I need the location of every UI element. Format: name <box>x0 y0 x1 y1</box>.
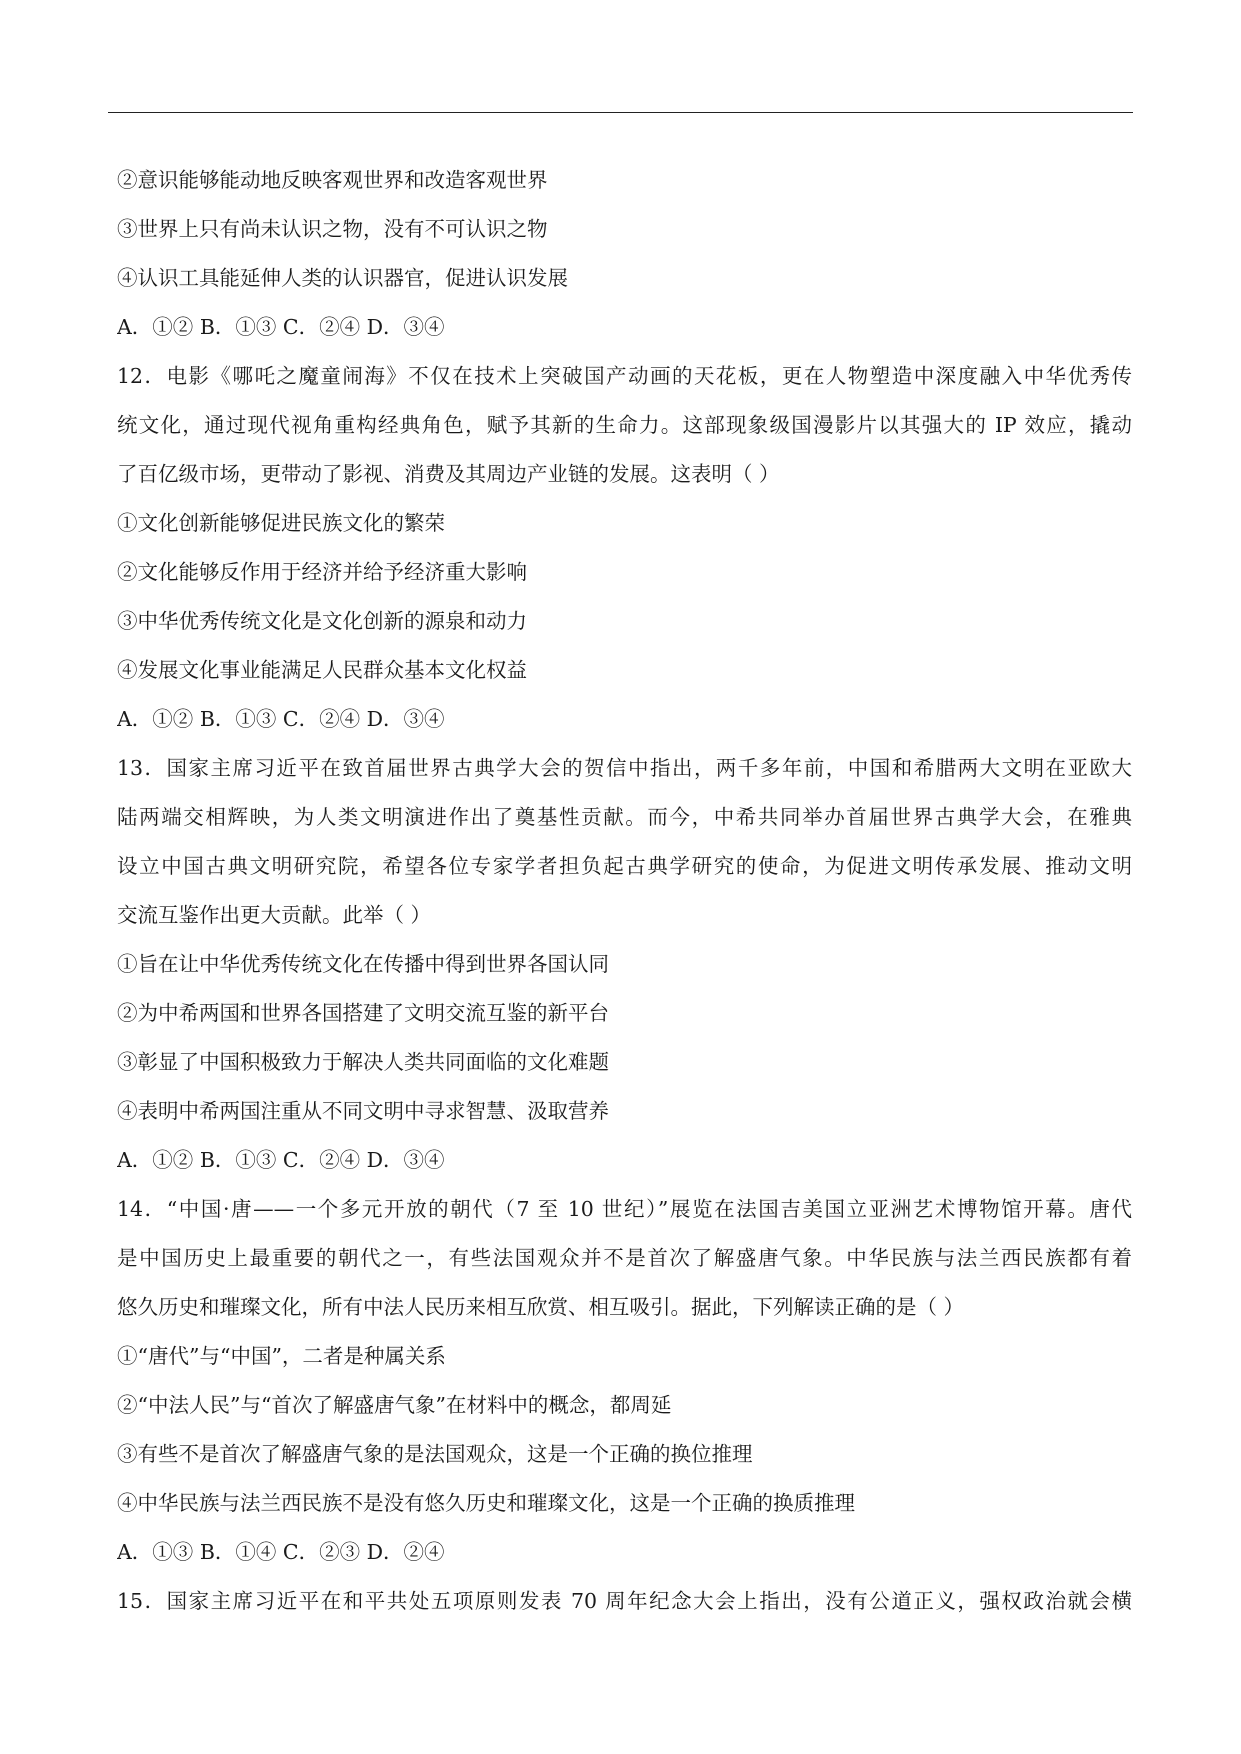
text-line: ②“中法人民”与“首次了解盛唐气象”在材料中的概念，都周延 <box>117 1393 672 1417</box>
header-rule <box>108 112 1133 113</box>
text-line: ②为中希两国和世界各国搭建了文明交流互鉴的新平台 <box>117 1001 609 1025</box>
text-line: ③中华优秀传统文化是文化创新的源泉和动力 <box>117 609 527 633</box>
text-line: 陆两端交相辉映，为人类文明演进作出了奠基性贡献。而今，中希共同举办首届世界古典学大会，在雅典 <box>117 805 1132 829</box>
text-line: 设立中国古典文明研究院，希望各位专家学者担负起古典学研究的使命，为促进文明传承发展、推动文明 <box>117 854 1132 878</box>
text-line: ①“唐代”与“中国”，二者是种属关系 <box>117 1344 446 1368</box>
document-body <box>117 156 1132 1626</box>
text-line: 14．“中国·唐——一个多元开放的朝代（7 至 10 世纪）”展览在法国吉美国立亚洲艺术博物馆开幕。唐代 <box>117 1197 1132 1221</box>
text-line: 了百亿级市场，更带动了影视、消费及其周边产业链的发展。这表明（ ） <box>117 462 780 486</box>
text-line: ④表明中希两国注重从不同文明中寻求智慧、汲取营养 <box>117 1099 609 1123</box>
text-line: 悠久历史和璀璨文化，所有中法人民历来相互欣赏、相互吸引。据此，下列解读正确的是（ ） <box>117 1295 965 1319</box>
text-line: 统文化，通过现代视角重构经典角色，赋予其新的生命力。这部现象级国漫影片以其强大的 IP 效应，撬动 <box>117 413 1132 437</box>
text-line: 13．国家主席习近平在致首届世界古典学大会的贺信中指出，两千多年前，中国和希腊两大文明在亚欧大 <box>117 756 1132 780</box>
text-line: A．①② B．①③ C．②④ D．③④ <box>117 315 445 339</box>
text-line: A．①② B．①③ C．②④ D．③④ <box>117 707 445 731</box>
text-line: ③彰显了中国积极致力于解决人类共同面临的文化难题 <box>117 1050 609 1074</box>
text-line: 12．电影《哪吒之魔童闹海》不仅在技术上突破国产动画的天花板，更在人物塑造中深度融入中华优秀传 <box>117 364 1132 388</box>
text-line: ③世界上只有尚未认识之物，没有不可认识之物 <box>117 217 548 241</box>
text-line: ①文化创新能够促进民族文化的繁荣 <box>117 511 445 535</box>
text-line: ④中华民族与法兰西民族不是没有悠久历史和璀璨文化，这是一个正确的换质推理 <box>117 1491 855 1515</box>
text-line: A．①③ B．①④ C．②③ D．②④ <box>117 1540 445 1564</box>
text-line: ④发展文化事业能满足人民群众基本文化权益 <box>117 658 527 682</box>
text-line: A．①② B．①③ C．②④ D．③④ <box>117 1148 445 1172</box>
text-line: ②意识能够能动地反映客观世界和改造客观世界 <box>117 168 548 192</box>
text-line: 15．国家主席习近平在和平共处五项原则发表 70 周年纪念大会上指出，没有公道正义，强权政治就会横 <box>117 1589 1132 1613</box>
text-line: 是中国历史上最重要的朝代之一，有些法国观众并不是首次了解盛唐气象。中华民族与法兰西民族都有着 <box>117 1246 1132 1270</box>
text-line: ①旨在让中华优秀传统文化在传播中得到世界各国认同 <box>117 952 609 976</box>
text-line: ④认识工具能延伸人类的认识器官，促进认识发展 <box>117 266 568 290</box>
text-line: ③有些不是首次了解盛唐气象的是法国观众，这是一个正确的换位推理 <box>117 1442 753 1466</box>
text-line: ②文化能够反作用于经济并给予经济重大影响 <box>117 560 527 584</box>
text-line: 交流互鉴作出更大贡献。此举（ ） <box>117 903 432 927</box>
